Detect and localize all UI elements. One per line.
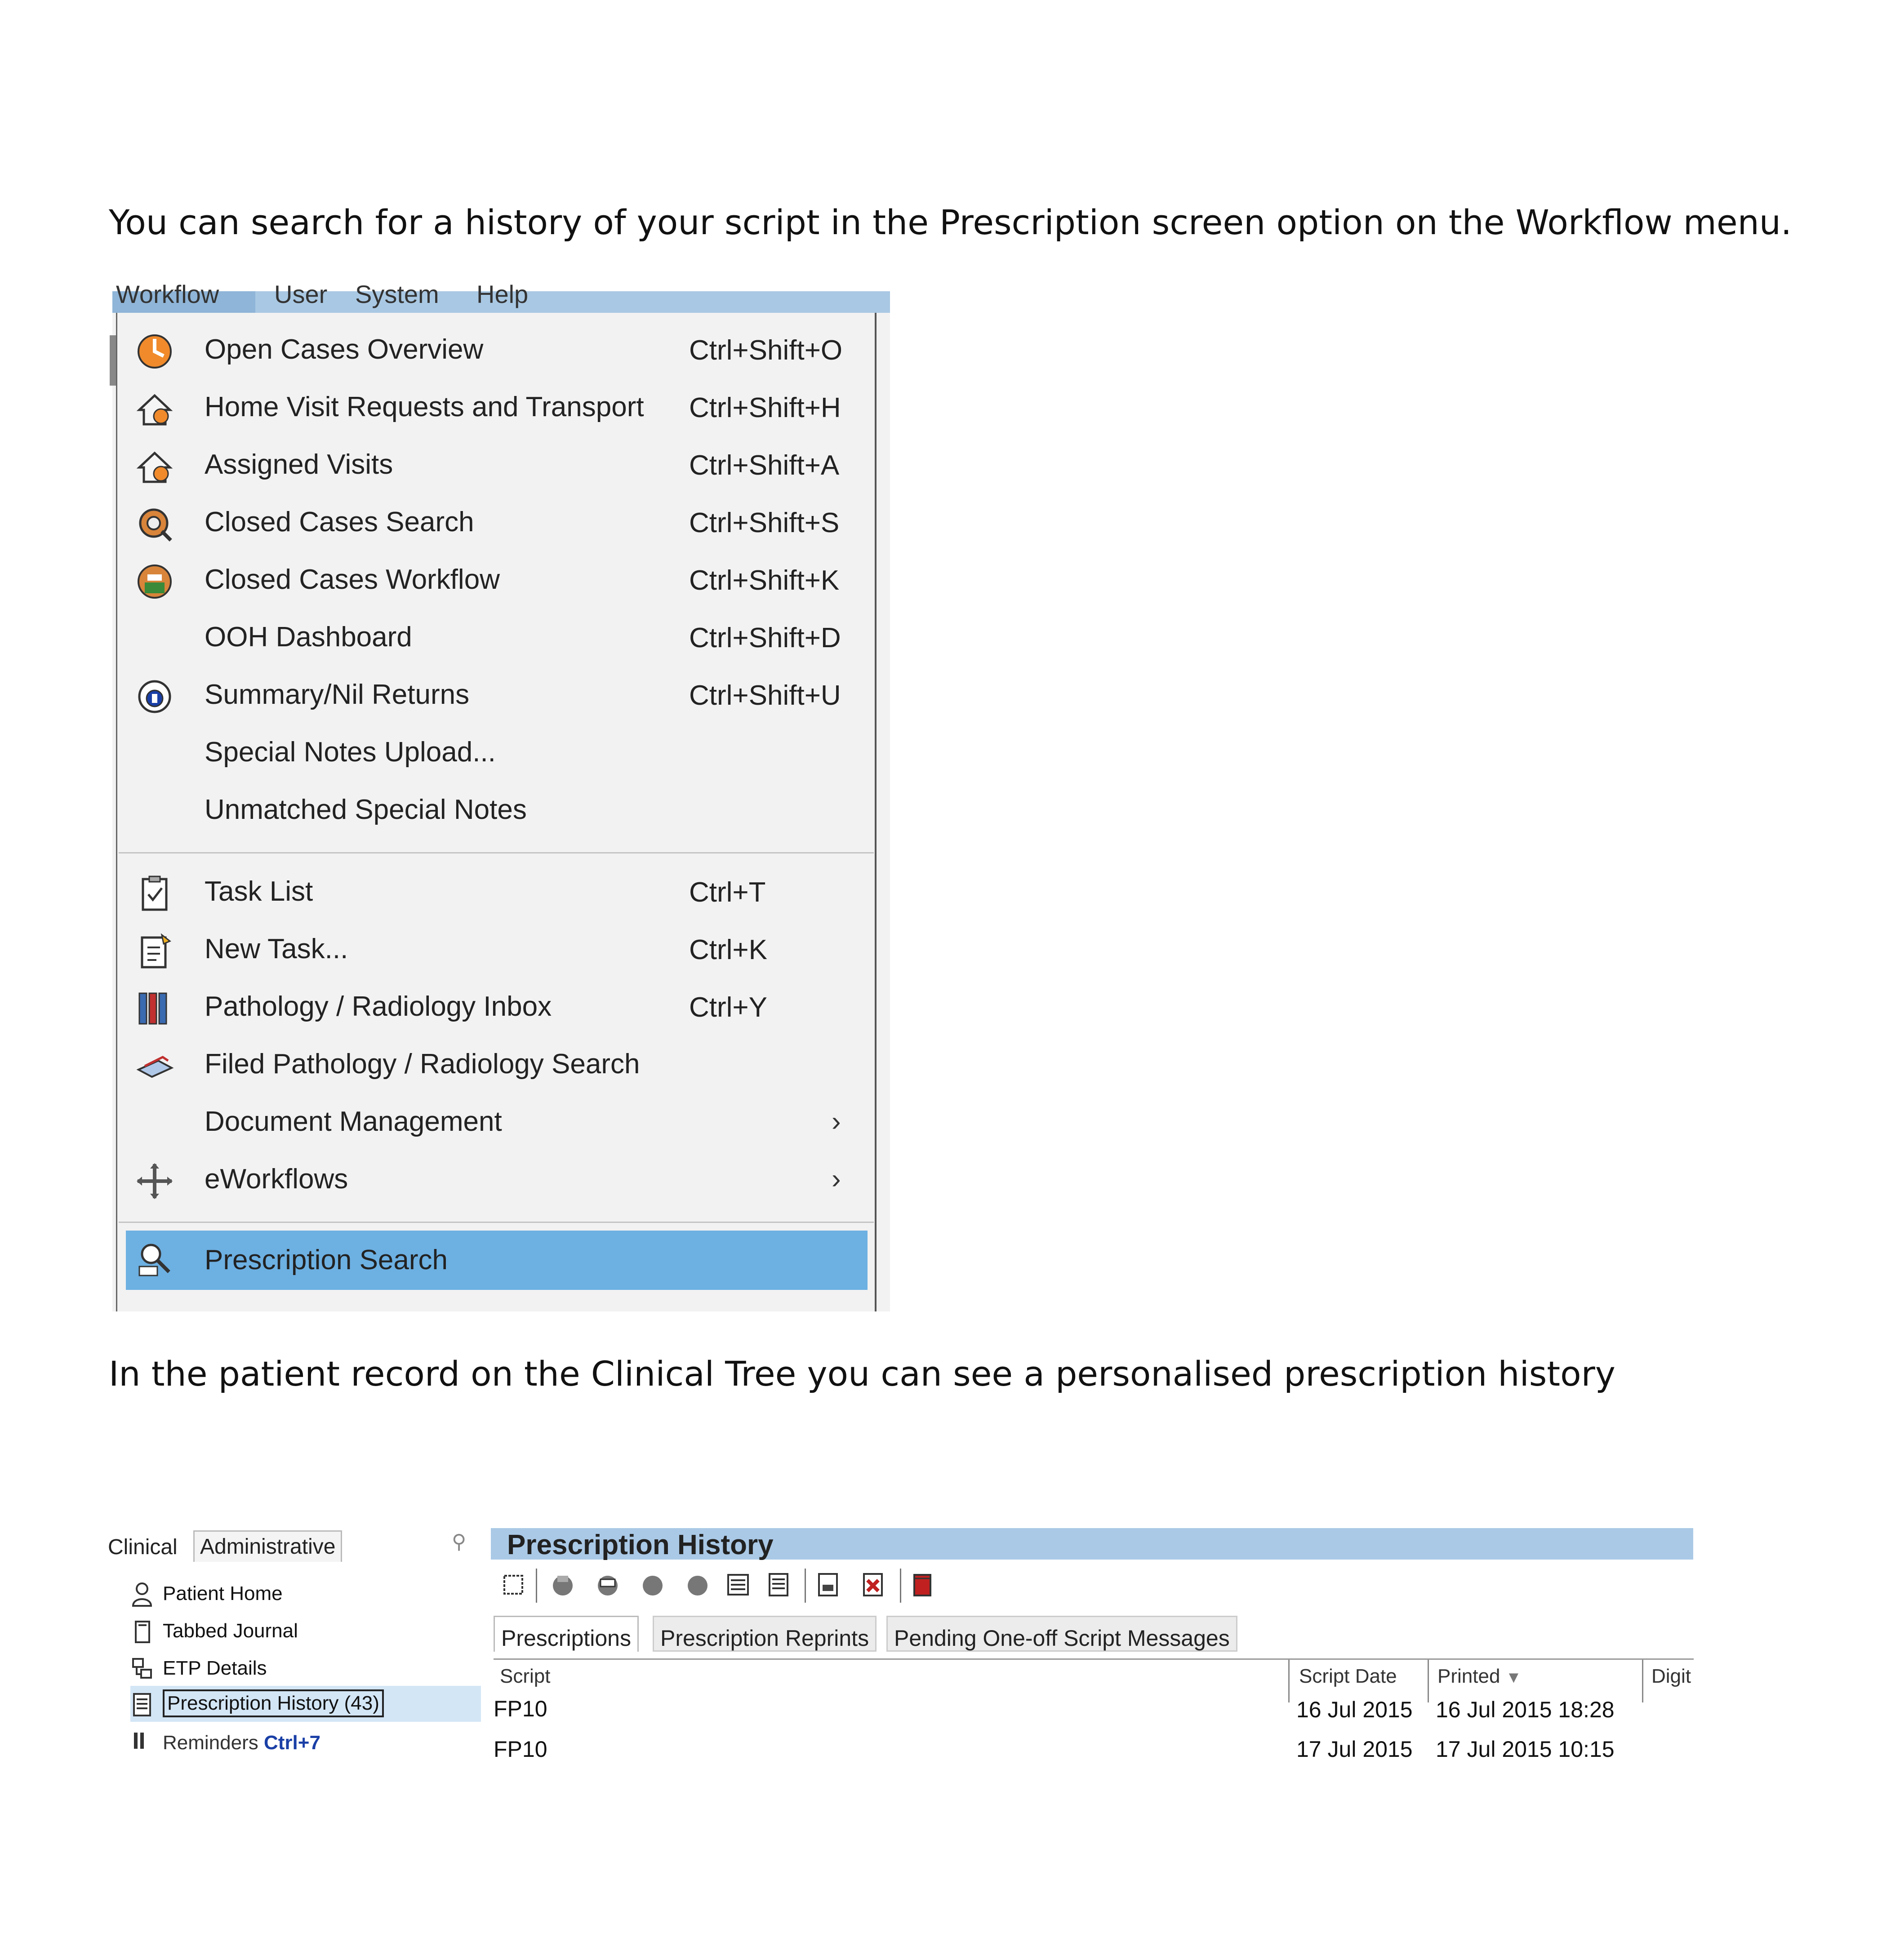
tab-prescription-reprints[interactable]: Prescription Reprints xyxy=(653,1616,877,1652)
tree-item-label: Patient Home xyxy=(163,1582,283,1604)
menu-item-label: Unmatched Special Notes xyxy=(205,794,527,825)
menu-item-label: Pathology / Radiology Inbox xyxy=(205,991,552,1022)
toolbar-separator xyxy=(805,1569,806,1603)
print-options-icon[interactable] xyxy=(684,1571,711,1598)
menu-item-closed-cases-workflow[interactable] xyxy=(112,553,890,607)
eworkflows-icon xyxy=(136,1162,174,1200)
menu-item-label: Open Cases Overview xyxy=(205,334,484,365)
menu-item-prescription-search[interactable] xyxy=(126,1231,868,1290)
menu-item-summary-nil-returns[interactable] xyxy=(112,668,890,722)
menu-bar xyxy=(112,280,890,313)
menu-item-label: Filed Pathology / Radiology Search xyxy=(205,1049,640,1080)
patient-home-icon xyxy=(130,1582,154,1607)
menu-item-label: OOH Dashboard xyxy=(205,622,412,653)
menu-item-label: Home Visit Requests and Transport xyxy=(205,391,644,422)
tree-item-prescription-history[interactable] xyxy=(130,1686,481,1722)
script-list-icon[interactable] xyxy=(765,1571,792,1598)
title-bar xyxy=(491,1528,1693,1560)
page-title: Prescription History xyxy=(507,1529,774,1560)
prescription-history-icon xyxy=(130,1692,154,1717)
tree-item-label: Tabbed Journal xyxy=(163,1620,298,1642)
menu-item-label: Task List xyxy=(205,876,313,907)
menu-item-document-management[interactable] xyxy=(112,1095,890,1149)
menu-item-pathology-radiology-inbox[interactable] xyxy=(112,980,890,1034)
menubar-help[interactable]: Help xyxy=(476,280,529,308)
menu-item-label: Assigned Visits xyxy=(205,449,393,480)
book-icon[interactable] xyxy=(909,1571,936,1598)
new-task-icon xyxy=(136,932,174,970)
table-cell-script: FP10 xyxy=(494,1737,547,1762)
menu-item-shortcut: Ctrl+Shift+H xyxy=(689,392,841,423)
menu-item-label: New Task... xyxy=(205,933,348,964)
open-cases-icon xyxy=(136,333,174,370)
toolbar-separator xyxy=(536,1569,537,1603)
menu-item-special-notes-upload[interactable] xyxy=(112,725,890,779)
menu-item-shortcut: Ctrl+Shift+S xyxy=(689,507,840,538)
workflow-menu-screenshot xyxy=(112,280,890,1311)
tree-item-patient-home[interactable] xyxy=(130,1575,472,1611)
outro-paragraph: In the patient record on the Clinical Tree you can see a personalised prescription history xyxy=(109,1354,1615,1394)
document-icon[interactable] xyxy=(814,1571,841,1598)
menu-separator xyxy=(119,852,874,853)
tree-item-label: ETP Details xyxy=(163,1657,267,1679)
pathology-inbox-icon xyxy=(136,990,174,1027)
prescription-search-icon xyxy=(136,1240,174,1278)
menu-item-task-list[interactable] xyxy=(112,865,890,919)
menu-item-home-visit-requests[interactable] xyxy=(112,380,890,434)
task-list-icon xyxy=(136,875,174,912)
reminders-icon xyxy=(130,1731,154,1756)
column-header-script[interactable]: Script xyxy=(500,1665,551,1687)
tree-item-tabbed-journal[interactable] xyxy=(130,1613,472,1649)
column-header-digital[interactable]: Digit xyxy=(1651,1665,1691,1687)
print-icon[interactable] xyxy=(549,1571,576,1598)
menu-item-shortcut: Ctrl+Shift+O xyxy=(689,335,843,366)
menu-item-unmatched-special-notes[interactable] xyxy=(112,783,890,837)
submenu-arrow-icon: › xyxy=(832,1164,841,1195)
menu-item-label: eWorkflows xyxy=(205,1164,348,1195)
menu-item-filed-pathology-search[interactable] xyxy=(112,1037,890,1091)
column-divider xyxy=(1288,1660,1290,1702)
closed-cases-search-icon xyxy=(136,505,174,543)
menu-item-shortcut: Ctrl+Y xyxy=(689,992,767,1023)
column-divider xyxy=(1428,1660,1429,1702)
menu-item-label: Closed Cases Workflow xyxy=(205,564,500,595)
menubar-user[interactable]: User xyxy=(274,280,328,308)
menu-item-assigned-visits[interactable] xyxy=(112,438,890,492)
summary-returns-icon xyxy=(136,678,174,716)
tabbed-journal-icon xyxy=(130,1619,154,1644)
menu-item-shortcut: Ctrl+K xyxy=(689,934,767,965)
tree-item-shortcut: Ctrl+7 xyxy=(263,1732,320,1754)
menu-item-label: Special Notes Upload... xyxy=(205,737,496,768)
reprint-icon[interactable] xyxy=(594,1571,621,1598)
menu-item-ooh-dashboard[interactable] xyxy=(112,610,890,664)
menu-item-new-task[interactable] xyxy=(112,922,890,976)
tab-administrative[interactable]: Administrative xyxy=(193,1530,342,1562)
table-cell-script-date: 16 Jul 2015 xyxy=(1296,1697,1413,1722)
tree-item-etp-details[interactable] xyxy=(130,1650,472,1686)
tree-item-label: Prescription History (43) xyxy=(163,1689,384,1717)
prescription-table xyxy=(494,1658,1694,1762)
cancel-script-icon[interactable] xyxy=(859,1571,886,1598)
menubar-workflow[interactable]: Workflow xyxy=(112,291,255,313)
table-cell-script: FP10 xyxy=(494,1696,547,1721)
pin-icon[interactable]: ⚲ xyxy=(452,1531,467,1553)
menu-item-label: Prescription Search xyxy=(205,1244,448,1276)
menu-item-shortcut: Ctrl+Shift+U xyxy=(689,680,841,711)
filed-pathology-icon xyxy=(136,1047,174,1085)
column-header-printed[interactable]: Printed ▼ xyxy=(1437,1665,1522,1687)
print-preview-icon[interactable] xyxy=(639,1571,666,1598)
sort-arrow-icon: ▼ xyxy=(1505,1668,1522,1686)
menu-item-label: Closed Cases Search xyxy=(205,507,474,538)
closed-cases-workflow-icon xyxy=(136,563,174,600)
prescription-history-screenshot xyxy=(491,1524,1693,1762)
table-cell-script-date: 17 Jul 2015 xyxy=(1296,1737,1413,1762)
tree-item-label: Reminders Ctrl+7 xyxy=(163,1732,320,1754)
home-visit-icon xyxy=(136,390,174,428)
menu-separator xyxy=(119,1222,874,1223)
toolbar-separator xyxy=(900,1569,901,1603)
menu-item-closed-cases-search[interactable] xyxy=(112,495,890,549)
assigned-visits-icon xyxy=(136,448,174,485)
tree-item-reminders[interactable] xyxy=(130,1724,472,1760)
tab-pending-messages[interactable]: Pending One-off Script Messages xyxy=(886,1616,1237,1652)
menu-item-shortcut: Ctrl+Shift+A xyxy=(689,450,840,481)
menu-item-shortcut: Ctrl+Shift+D xyxy=(689,622,841,653)
menu-item-label: Document Management xyxy=(205,1106,502,1137)
menu-item-eworkflows[interactable] xyxy=(112,1152,890,1206)
toolbar xyxy=(500,1569,1039,1604)
tab-strip xyxy=(491,1616,1693,1654)
menubar-system[interactable]: System xyxy=(355,280,439,308)
menu-item-open-cases-overview[interactable] xyxy=(112,323,890,377)
intro-paragraph: You can search for a history of your script in the Prescription screen option on the Workflow menu. xyxy=(109,202,1792,242)
table-cell-printed: 16 Jul 2015 18:28 xyxy=(1436,1697,1615,1722)
table-cell-printed: 17 Jul 2015 10:15 xyxy=(1436,1737,1615,1762)
menu-item-shortcut: Ctrl+T xyxy=(689,877,766,908)
tab-prescriptions[interactable]: Prescriptions xyxy=(494,1616,639,1652)
script-details-icon[interactable] xyxy=(725,1571,752,1598)
column-divider xyxy=(1642,1660,1643,1702)
menu-item-label: Summary/Nil Returns xyxy=(205,679,470,710)
clinical-tree-screenshot xyxy=(108,1526,476,1754)
tab-clinical[interactable]: Clinical xyxy=(108,1535,178,1559)
etp-details-icon xyxy=(130,1656,154,1681)
submenu-arrow-icon: › xyxy=(832,1106,841,1137)
menu-item-shortcut: Ctrl+Shift+K xyxy=(689,565,840,596)
new-prescription-icon[interactable] xyxy=(500,1571,527,1598)
column-header-script-date[interactable]: Script Date xyxy=(1299,1665,1397,1687)
